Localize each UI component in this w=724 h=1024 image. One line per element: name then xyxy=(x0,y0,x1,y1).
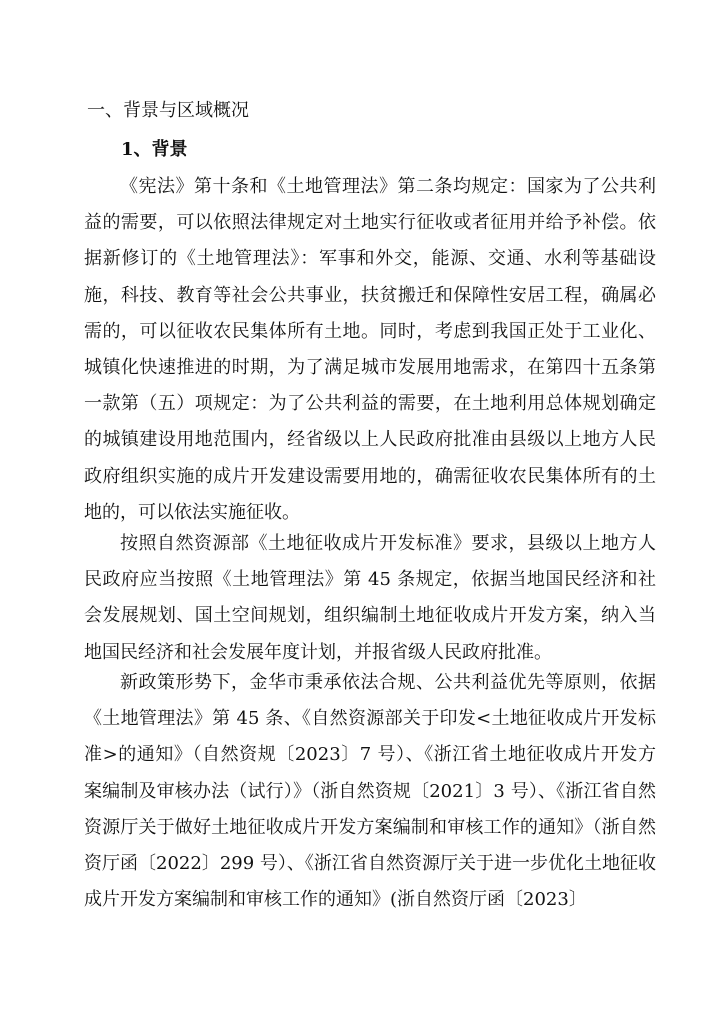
section-heading: 一、背景与区域概况 xyxy=(87,100,249,121)
paragraph-jinhua-policy: 新政策形势下，金华市秉承依法合规、公共利益优先等原则，依据《土地管理法》第 45 条、《自然资源部关于印发<土地征收成片开发标准>的通知》（自然资规〔2023〕7 号）、《浙江省土地征收成片开发方案编制及审核办法（试行）》（浙自然资规〔2021〕3 号）、《浙江省自然资源厅关于做好土地征收成片开发方案编制和审核工作的通知》（浙自然资厅函〔2022〕299 号）、《浙江省自然资源厅关于进一步优化土地征收成片开发方案编制和审核工作的通知》(浙自然资厅函〔2023〕 xyxy=(84,672,656,911)
paragraph-constitution-basis: 《宪法》第十条和《土地管理法》第二条均规定：国家为了公共利益的需要，可以依照法律规定对土地实行征收或者征用并给予补偿。依据新修订的《土地管理法》：军事和外交，能源、交通、水利等基础设施，科技、教育等社会公共事业，扶贫搬迁和保障性安居工程，确属必需的，可以征收农民集体所有土地。同时，考虑到我国正处于工业化、城镇化快速推进的时期，为了满足城市发展用地需求，在第四十五条第一款第（五）项规定：为了公共利益的需要，在土地利用总体规划确定的城镇建设用地范围内，经省级以上人民政府批准由县级以上地方人民政府组织实施的成片开发建设需要用地的，确需征收农民集体所有的土地的，可以依法实施征收。 xyxy=(84,176,656,523)
paragraph-standard-requirements: 按照自然资源部《土地征收成片开发标准》要求，县级以上地方人民政府应当按照《土地管理法》第 45 条规定，依据当地国民经济和社会发展规划、国土空间规划，组织编制土地征收成片开发方案，纳入当地国民经济和社会发展年度计划，并报省级人民政府批准。 xyxy=(84,533,656,663)
subsection-heading: 1、背景 xyxy=(121,139,188,160)
